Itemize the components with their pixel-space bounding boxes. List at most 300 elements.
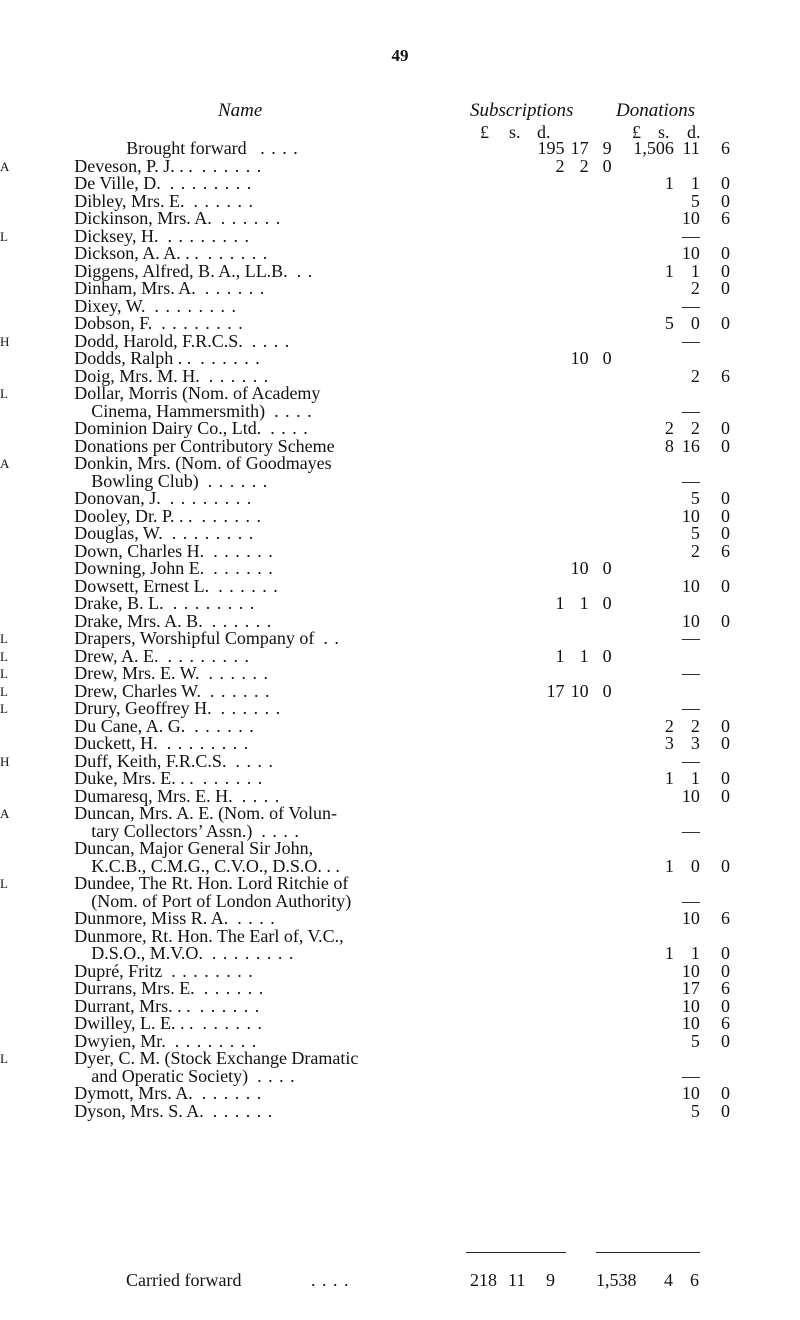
don-shillings: 2 xyxy=(690,278,700,298)
don-pence: 0 xyxy=(721,313,730,333)
don-pence xyxy=(700,1050,730,1068)
don-pounds xyxy=(612,805,674,823)
don-pence: 6 xyxy=(721,978,730,998)
sub-shillings xyxy=(565,263,589,281)
sub-pounds xyxy=(510,1050,564,1068)
sub-pounds: 1 xyxy=(555,593,565,613)
don-shillings: — xyxy=(681,330,700,351)
sub-shillings xyxy=(565,298,589,316)
sub-pounds xyxy=(510,508,564,526)
category-mark xyxy=(0,175,74,193)
category-mark xyxy=(0,788,74,806)
don-shillings xyxy=(674,455,700,473)
sub-pence xyxy=(589,455,612,473)
sub-pounds xyxy=(510,700,564,718)
sub-pence: 0 xyxy=(602,680,612,701)
entry-name-text: Drake, B. L. xyxy=(74,593,164,613)
entry-name-text: Dunmore, Rt. Hon. The Earl of, V.C., xyxy=(74,925,344,946)
don-pence: 0 xyxy=(721,960,730,981)
entry-name-text: Dumaresq, Mrs. E. H. xyxy=(74,785,233,806)
sub-shillings xyxy=(565,753,589,771)
sub-pence xyxy=(589,193,612,211)
don-pounds: 1 xyxy=(664,173,674,193)
entry-name-text: Donkin, Mrs. (Nom. of Goodmayes xyxy=(74,453,332,473)
category-mark xyxy=(0,210,74,228)
bf-sub-pence: 9 xyxy=(602,138,612,158)
don-shillings: — xyxy=(681,820,700,841)
sub-pounds xyxy=(510,665,564,683)
sub-pence xyxy=(589,228,612,246)
sub-shillings xyxy=(565,893,589,911)
entry-name-text: Dunmore, Miss R. A. xyxy=(74,908,229,928)
brought-forward-label: Brought forward xyxy=(126,138,247,158)
don-pence: 0 xyxy=(721,855,730,876)
sub-pounds xyxy=(510,945,564,963)
don-pounds xyxy=(612,280,674,298)
don-pence: 0 xyxy=(721,278,730,298)
don-pounds xyxy=(612,525,674,543)
entry-name-text: Drew, Charles W. xyxy=(74,680,202,701)
don-pence: 6 xyxy=(721,208,730,228)
category-mark xyxy=(0,508,74,526)
leader-dots: . . . . . . xyxy=(201,1083,263,1103)
category-mark xyxy=(0,735,74,753)
donations-total-rule xyxy=(596,1252,700,1253)
don-pence xyxy=(700,350,730,368)
entry-name-text: Dwilley, L. E. . . xyxy=(74,1013,194,1033)
bf-don-shillings: 11 xyxy=(682,138,700,158)
entry-name-text: Dodds, Ralph . . xyxy=(74,348,192,368)
leader-dots: . . . . . . . . xyxy=(174,1030,258,1051)
don-pence xyxy=(700,665,730,683)
don-pound-unit: £ xyxy=(632,122,641,142)
don-pounds xyxy=(612,245,674,263)
don-pounds xyxy=(612,1015,674,1033)
entry-name-text: Drew, Mrs. E. W. xyxy=(74,663,200,683)
don-shillings: 10 xyxy=(681,575,700,596)
sub-shillings xyxy=(565,735,589,753)
don-pence: 0 xyxy=(721,1030,730,1051)
don-pounds xyxy=(612,333,674,351)
leader-dots: . . . . . . . . xyxy=(154,295,238,316)
category-mark xyxy=(0,543,74,561)
sub-pence: 0 xyxy=(602,155,612,176)
sub-pence: 0 xyxy=(602,593,612,613)
don-shillings xyxy=(674,595,700,613)
don-pounds xyxy=(612,630,674,648)
leader-dots: . . . . . . xyxy=(202,1013,264,1033)
don-pence xyxy=(700,560,730,578)
sub-shillings: 10 xyxy=(570,348,589,368)
sub-shillings xyxy=(565,980,589,998)
leader-dots: . . . . . . xyxy=(210,680,271,701)
category-mark xyxy=(0,1103,74,1121)
sub-pounds xyxy=(510,543,564,561)
entry-name-text: Drake, Mrs. A. B. xyxy=(74,610,203,631)
sub-pounds xyxy=(510,630,564,648)
sub-shillings: 1 xyxy=(579,593,589,613)
category-mark xyxy=(0,263,74,281)
leader-dots: . . . . . . . . xyxy=(211,943,295,963)
sub-shillings xyxy=(565,438,589,456)
don-shillings: — xyxy=(681,470,700,491)
category-mark xyxy=(0,893,74,911)
entry-name-text: Duncan, Mrs. A. E. (Nom. of Volun- xyxy=(74,803,338,823)
don-shillings: 5 xyxy=(690,488,700,508)
category-mark xyxy=(0,595,74,613)
cf-don-pence: 6 xyxy=(690,1270,699,1290)
sub-pounds xyxy=(510,210,564,228)
entry-name-text: Dobson, F. xyxy=(74,313,153,333)
sub-pounds: 17 xyxy=(546,680,565,701)
leader-dots: . . . . . . xyxy=(201,155,263,176)
don-pence: 0 xyxy=(721,190,730,211)
sub-shillings xyxy=(565,1033,589,1051)
sub-pence: 0 xyxy=(602,558,612,578)
don-pence xyxy=(700,875,730,893)
don-pence: 0 xyxy=(721,943,730,963)
bf-don-pence: 6 xyxy=(721,138,730,158)
entry-name-text: Down, Charles H. xyxy=(74,540,205,561)
sub-shillings xyxy=(565,245,589,263)
sub-pounds xyxy=(510,280,564,298)
sub-pounds xyxy=(510,1103,564,1121)
don-pence: 0 xyxy=(721,173,730,193)
leader-dots: . . . . . . . . xyxy=(166,733,250,753)
don-shillings: 5 xyxy=(690,523,700,543)
sub-shillings xyxy=(565,280,589,298)
don-pence: 0 xyxy=(721,768,730,788)
don-pence: 6 xyxy=(721,540,730,561)
don-pence xyxy=(700,455,730,473)
sub-pence xyxy=(589,998,612,1016)
don-shillings: 1 xyxy=(690,260,700,281)
leader-dots: . . . . . . . . xyxy=(169,488,253,508)
sub-pence xyxy=(589,665,612,683)
sub-shillings xyxy=(565,508,589,526)
sub-shillings xyxy=(565,228,589,246)
sub-shillings xyxy=(565,1015,589,1033)
category-mark: H xyxy=(0,753,10,769)
sub-pence xyxy=(589,315,612,333)
sub-pence xyxy=(589,945,612,963)
entry-name-text: Dickson, A. A. . . xyxy=(74,243,199,263)
don-pence xyxy=(700,683,730,701)
don-pence: 0 xyxy=(721,995,730,1016)
leader-dots: . . . . . . . . xyxy=(172,593,256,613)
entry-name-text: Downing, John E. xyxy=(74,558,205,578)
category-mark xyxy=(0,1015,74,1033)
entry-name-text: (Nom. of Port of London Authority) xyxy=(91,890,352,911)
leader-dots: . . . . . . xyxy=(212,1100,274,1121)
don-pounds: 1 xyxy=(664,943,674,963)
category-mark xyxy=(0,525,74,543)
don-shillings xyxy=(674,840,700,858)
sub-shillings xyxy=(565,490,589,508)
don-pence: 0 xyxy=(721,785,730,806)
entry-name-text: and Operatic Society) xyxy=(91,1065,249,1086)
don-pounds xyxy=(612,683,674,701)
entry-name-text: Duncan, Major General Sir John, xyxy=(74,838,314,858)
leader-dots: . . . . . . . . xyxy=(167,225,251,246)
don-pence: 0 xyxy=(721,243,730,263)
entry-name-text: Douglas, W. xyxy=(74,523,163,543)
category-mark xyxy=(0,910,74,928)
entry-name-text: Dickinson, Mrs. A. xyxy=(74,208,212,228)
don-shillings: 10 xyxy=(681,1013,700,1033)
sub-pounds xyxy=(510,613,564,631)
cf-don-shillings: 4 xyxy=(664,1270,673,1290)
don-shillings: 10 xyxy=(681,908,700,928)
sub-shillings xyxy=(565,420,589,438)
don-shillings: 10 xyxy=(681,208,700,228)
sub-pounds xyxy=(510,910,564,928)
category-mark xyxy=(0,420,74,438)
sub-pence xyxy=(589,858,612,876)
sub-shillings: 2 xyxy=(579,155,589,176)
leader-dots: . . . . . . xyxy=(208,365,270,386)
don-pence xyxy=(700,823,730,841)
don-pence: 0 xyxy=(721,488,730,508)
sub-shillings xyxy=(565,175,589,193)
don-pence xyxy=(700,805,730,823)
sub-pounds xyxy=(510,840,564,858)
category-mark xyxy=(0,350,74,368)
sub-pence xyxy=(589,298,612,316)
category-mark xyxy=(0,315,74,333)
don-shillings: — xyxy=(681,750,700,771)
don-shillings: — xyxy=(681,698,700,718)
entry-name-text: Dyson, Mrs. S. A. xyxy=(74,1100,204,1121)
sub-shillings xyxy=(565,1050,589,1068)
don-shillings: 5 xyxy=(690,190,700,211)
don-shillings: 16 xyxy=(681,435,700,456)
leader-dots: . . . . . . xyxy=(220,208,282,228)
entry-name-text: Dooley, Dr. P. . . xyxy=(74,505,193,526)
category-mark xyxy=(0,980,74,998)
don-shillings: — xyxy=(681,225,700,246)
sub-shillings xyxy=(565,910,589,928)
sub-pounds xyxy=(510,753,564,771)
entry-name-text: De Ville, D. xyxy=(74,173,161,193)
sub-pounds xyxy=(510,1015,564,1033)
category-mark: A xyxy=(0,158,10,174)
sub-pounds xyxy=(510,770,564,788)
sub-pence xyxy=(589,1050,612,1068)
leader-dots: . . . . . . xyxy=(207,243,269,263)
don-shillings: 2 xyxy=(690,540,700,561)
don-pence: 0 xyxy=(721,418,730,438)
sub-pence xyxy=(589,245,612,263)
sub-pounds xyxy=(510,1085,564,1103)
don-pounds xyxy=(612,508,674,526)
leader-dots: . . . . xyxy=(270,418,309,438)
don-shillings: — xyxy=(681,628,700,648)
don-pounds: 1 xyxy=(664,855,674,876)
category-mark xyxy=(0,858,74,876)
don-pence: 0 xyxy=(721,1100,730,1121)
sub-pounds xyxy=(510,263,564,281)
leader-dots: . . . . . . xyxy=(213,540,274,561)
sub-pence xyxy=(589,1103,612,1121)
sub-shillings xyxy=(565,630,589,648)
category-mark xyxy=(0,1033,74,1051)
sub-pence xyxy=(589,280,612,298)
sub-shillings xyxy=(565,525,589,543)
cf-don-pounds: 1,538 xyxy=(596,1270,637,1290)
category-mark: A xyxy=(0,806,10,821)
sub-pence xyxy=(589,525,612,543)
don-pounds xyxy=(612,700,674,718)
sub-pence xyxy=(589,840,612,858)
page-number: 49 xyxy=(391,46,409,65)
entry-name-text: Dinham, Mrs. A. xyxy=(74,278,196,298)
column-header-donations: Donations xyxy=(616,100,696,121)
category-mark xyxy=(0,403,74,421)
sub-pounds xyxy=(510,175,564,193)
don-pence: 6 xyxy=(721,365,730,386)
sub-shillings xyxy=(565,963,589,981)
sub-shillings xyxy=(565,403,589,421)
don-shillings: 0 xyxy=(690,313,700,333)
cf-sub-pounds: 218 xyxy=(470,1270,497,1290)
sub-pence xyxy=(589,823,612,841)
category-mark xyxy=(0,928,74,946)
don-pounds xyxy=(612,350,674,368)
don-shillings: 17 xyxy=(681,978,700,998)
entry-name-text: Cinema, Hammersmith) xyxy=(91,400,266,421)
sub-pounds xyxy=(510,245,564,263)
don-pence: 0 xyxy=(721,505,730,526)
category-mark: L xyxy=(0,683,8,699)
sub-pounds xyxy=(510,858,564,876)
don-pounds xyxy=(612,648,674,666)
don-pounds xyxy=(612,893,674,911)
sub-pence xyxy=(589,1085,612,1103)
category-mark xyxy=(0,998,74,1016)
leader-dots: . . . . xyxy=(235,750,274,771)
entry-name-text: Drew, A. E. xyxy=(74,645,159,666)
sub-shilling-unit: s. xyxy=(509,122,521,142)
sub-pounds xyxy=(510,368,564,386)
don-pounds xyxy=(612,543,674,561)
cf-sub-shillings: 11 xyxy=(508,1270,526,1290)
sub-pence xyxy=(589,788,612,806)
entry-name-text: Durrant, Mrs. . . xyxy=(74,995,191,1016)
don-pence xyxy=(700,385,730,403)
sub-pence xyxy=(589,805,612,823)
don-pounds: 5 xyxy=(664,313,674,333)
don-pounds xyxy=(612,823,674,841)
sub-shillings xyxy=(565,998,589,1016)
leader-dots: . . . . . . xyxy=(208,663,270,683)
leader-dots: . . . . xyxy=(237,908,276,928)
sub-shillings xyxy=(565,455,589,473)
entry-name-text: D.S.O., M.V.O. xyxy=(91,943,203,963)
entry-name-text: Duke, Mrs. E. . . xyxy=(74,768,194,788)
don-pounds: 2 xyxy=(664,715,674,736)
entry-name-text: Durrans, Mrs. E. xyxy=(74,978,195,998)
entry-name-text: Deveson, P. J. . . xyxy=(74,155,193,176)
entry-name-text: Dowsett, Ernest L. xyxy=(74,575,210,596)
sub-pounds xyxy=(510,980,564,998)
sub-shillings xyxy=(565,1103,589,1121)
don-pounds xyxy=(612,1068,674,1086)
category-mark xyxy=(0,823,74,841)
don-pence xyxy=(700,700,730,718)
sub-shillings: 1 xyxy=(579,645,589,666)
don-shillings: 1 xyxy=(690,173,700,193)
sub-shillings xyxy=(565,210,589,228)
don-shillings: 10 xyxy=(681,243,700,263)
category-mark xyxy=(0,1085,74,1103)
sub-shillings xyxy=(565,1068,589,1086)
don-shillings: 10 xyxy=(681,610,700,631)
sub-pounds xyxy=(510,298,564,316)
sub-pound-unit: £ xyxy=(480,122,489,142)
sub-pounds xyxy=(510,735,564,753)
sub-pounds xyxy=(510,788,564,806)
don-pounds xyxy=(612,385,674,403)
don-shillings: 10 xyxy=(681,1083,700,1103)
don-shillings: 10 xyxy=(681,995,700,1016)
leader-dots: . . . . . . xyxy=(193,190,255,211)
leader-dots: . . xyxy=(296,260,314,281)
sub-pence xyxy=(589,473,612,491)
don-shillings: — xyxy=(681,295,700,316)
don-pounds xyxy=(612,613,674,631)
leader-dots: . . . . xyxy=(260,138,299,158)
don-pounds xyxy=(612,665,674,683)
sub-pounds xyxy=(510,1033,564,1051)
don-pounds: 8 xyxy=(664,435,674,456)
sub-pence xyxy=(589,1068,612,1086)
entry-name-text: K.C.B., C.M.G., C.V.O., D.S.O. . . xyxy=(91,855,340,876)
don-shillings: — xyxy=(681,890,700,911)
category-mark: H xyxy=(0,333,10,349)
sub-pounds xyxy=(510,333,564,351)
don-pence: 6 xyxy=(721,1013,730,1033)
don-pounds: 1 xyxy=(664,768,674,788)
category-mark: L xyxy=(0,1051,8,1066)
category-mark: L xyxy=(0,701,8,716)
sub-shillings xyxy=(565,613,589,631)
entry-name-text: Dyer, C. M. (Stock Exchange Dramatic xyxy=(74,1048,359,1068)
category-mark: A xyxy=(0,456,10,471)
sub-pounds xyxy=(510,438,564,456)
don-shillings: 10 xyxy=(681,505,700,526)
don-pence: 0 xyxy=(721,260,730,281)
don-pounds: 2 xyxy=(664,418,674,438)
sub-pounds xyxy=(510,490,564,508)
leader-dots: . . . . . . xyxy=(218,575,279,596)
category-mark xyxy=(0,245,74,263)
don-pounds xyxy=(612,998,674,1016)
leader-dots: . . . . . . xyxy=(202,768,264,788)
sub-pence xyxy=(589,963,612,981)
sub-pence xyxy=(589,630,612,648)
entry-name-text: Dundee, The Rt. Hon. Lord Ritchie of xyxy=(74,873,349,893)
leader-dots: . . . . . . xyxy=(194,715,255,736)
sub-pence xyxy=(589,770,612,788)
sub-pounds xyxy=(510,893,564,911)
category-mark: L xyxy=(0,666,8,681)
sub-pence xyxy=(589,490,612,508)
don-pounds xyxy=(612,595,674,613)
sub-pounds xyxy=(510,315,564,333)
sub-shillings xyxy=(565,945,589,963)
carried-forward-label: Carried forward xyxy=(126,1270,242,1290)
